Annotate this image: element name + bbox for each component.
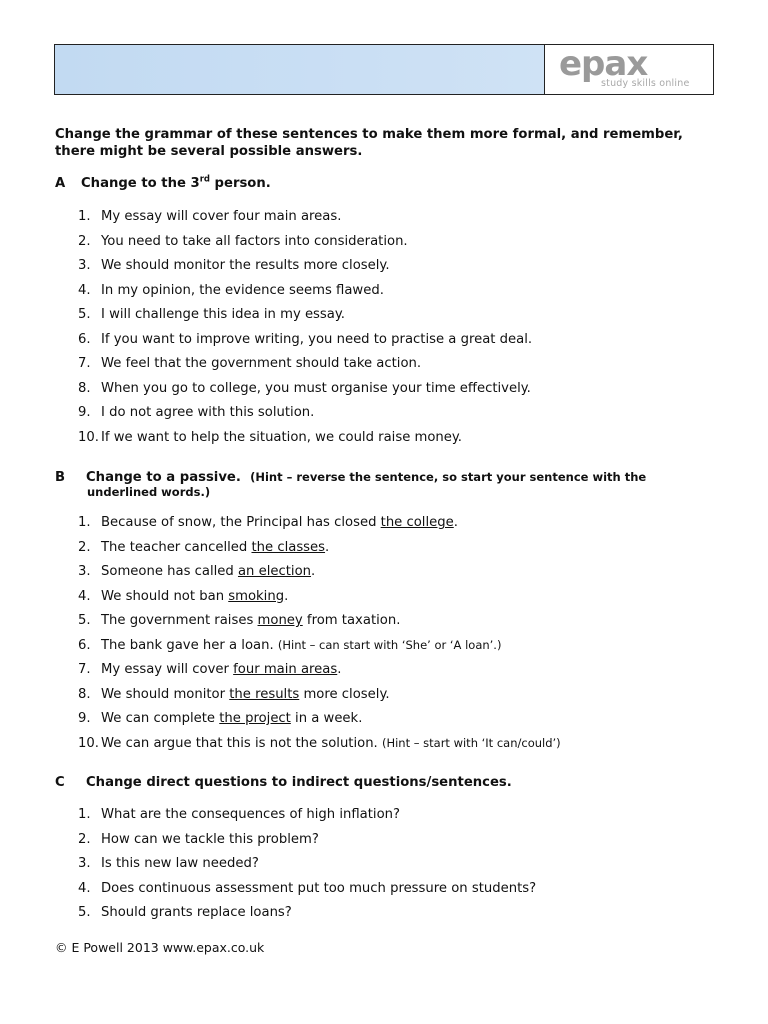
item-hint: (Hint – start with ‘It can/could’) [381, 735, 561, 750]
list-item: 4. Does continuous assessment put too much pressure on students? [78, 880, 537, 896]
section-b-hint-cont: underlined words.) [87, 485, 211, 499]
list-item: 10. If we want to help the situation, we could raise money. [78, 429, 462, 445]
list-item: 1. My essay will cover four main areas. [78, 209, 342, 224]
list-item: 5. Should grants replace loans? [78, 905, 292, 920]
list-item: 4. In my opinion, the evidence seems flawed. [78, 282, 384, 298]
epax-logo [545, 45, 713, 94]
list-item: 8. When you go to college, you must organise your time effectively. [78, 380, 531, 396]
list-item: 7. We feel that the government should take action. [78, 356, 422, 371]
list-item: 5. The government raises money from taxation. [78, 613, 401, 628]
section-c-heading: C Change direct questions to indirect questions/sentences. [55, 775, 512, 790]
list-item: 2. You need to take all factors into consideration. [78, 233, 408, 249]
section-letter: B [55, 470, 66, 485]
page-header [54, 44, 714, 95]
list-item: 2. How can we tackle this problem? [78, 831, 319, 847]
section-b-hint: (Hint – reverse the sentence, so start your sentence with the [250, 470, 647, 484]
list-item: 8. We should monitor the results more closely. [78, 686, 390, 702]
section-b-list [78, 514, 561, 759]
header-title-band [55, 45, 545, 94]
list-item: 6. The bank gave her a loan. (Hint – can start with ‘She’ or ‘A loan’.) [78, 637, 502, 653]
section-a-list [78, 208, 532, 453]
list-item: 3. Is this new law needed? [78, 856, 259, 871]
list-item: 6. If you want to improve writing, you need to practise a great deal. [78, 331, 533, 347]
item-hint: (Hint – can start with ‘She’ or ‘A loan’.) [277, 637, 502, 652]
logo-wordmark: epax [559, 44, 648, 84]
list-item: 2. The teacher cancelled the classes. [78, 539, 330, 555]
logo-tagline: study skills online [601, 78, 690, 89]
section-letter: C [55, 775, 65, 790]
list-item: 1. Because of snow, the Principal has closed the college. [78, 515, 458, 530]
list-item: 1. What are the consequences of high inflation? [78, 807, 400, 822]
list-item: 7. My essay will cover four main areas. [78, 662, 342, 677]
list-item: 9. We can complete the project in a week. [78, 711, 363, 726]
list-item: 3. Someone has called an election. [78, 564, 316, 579]
section-c-list [78, 806, 536, 929]
list-item: 5. I will challenge this idea in my essay. [78, 307, 345, 322]
instructions: Change the grammar of these sentences to make them more formal, and remember, there might be several possible answers. [55, 127, 683, 159]
copyright-footer: © E Powell 2013 www.epax.co.uk [55, 940, 265, 955]
section-a-heading: A Change to the 3rd person. [55, 174, 271, 191]
section-letter: A [55, 176, 66, 191]
list-item: 4. We should not ban smoking. [78, 588, 289, 604]
list-item: 9. I do not agree with this solution. [78, 405, 315, 420]
list-item: 10. We can argue that this is not the solution. (Hint – start with ‘It can/could’) [78, 735, 561, 751]
section-b-heading: B Change to a passive. (Hint – reverse the sentence, so start your sentence with the underlined words.) [55, 470, 647, 499]
list-item: 3. We should monitor the results more closely. [78, 258, 390, 273]
